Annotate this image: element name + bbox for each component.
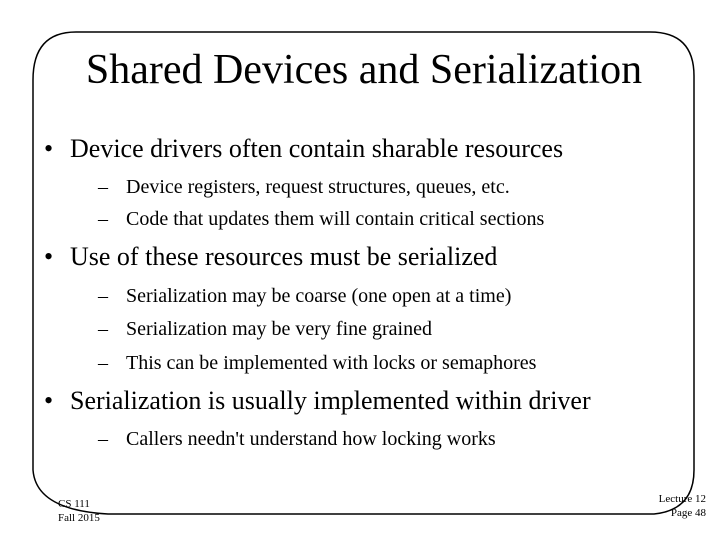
footer-lecture-info — [659, 492, 706, 520]
sub-bullet-marker: – — [98, 352, 108, 374]
sub-bullet-item — [98, 351, 536, 375]
sub-bullet-marker: – — [98, 208, 108, 230]
sub-bullet-text: Serialization may be coarse (one open at a time) — [126, 285, 512, 307]
footer-course: CS 111 — [58, 498, 90, 510]
sub-bullet-marker: – — [98, 428, 108, 450]
bullet-item — [44, 242, 497, 272]
bullet-text: Device drivers often contain sharable resources — [70, 134, 564, 163]
sub-bullet-text: Serialization may be very fine grained — [126, 318, 432, 340]
sub-bullet-item — [98, 317, 432, 341]
bullet-marker: • — [44, 242, 54, 271]
sub-bullet-marker: – — [98, 285, 108, 307]
sub-bullet-item — [98, 427, 496, 451]
sub-bullet-item — [98, 284, 511, 308]
sub-bullet-marker: – — [98, 318, 108, 340]
bullet-text: Serialization is usually implemented within driver — [70, 386, 591, 415]
sub-bullet-text: Device registers, request structures, queues, etc. — [126, 176, 510, 198]
bullet-marker: • — [44, 134, 54, 163]
bullet-item — [44, 386, 591, 416]
footer-course-info — [58, 497, 100, 525]
sub-bullet-text: This can be implemented with locks or semaphores — [126, 352, 537, 374]
sub-bullet-text: Code that updates them will contain critical sections — [126, 208, 545, 230]
sub-bullet-item — [98, 175, 510, 199]
footer-lecture: Lecture 12 — [658, 493, 706, 505]
footer-page: Page 48 — [670, 507, 706, 519]
sub-bullet-text: Callers needn't understand how locking works — [126, 428, 496, 450]
bullet-marker: • — [44, 386, 54, 415]
sub-bullet-marker: – — [98, 176, 108, 198]
slide-title: Shared Devices and Serialization — [85, 47, 643, 93]
bullet-item — [44, 134, 563, 164]
sub-bullet-item — [98, 207, 544, 231]
footer-term: Fall 2015 — [58, 512, 100, 524]
bullet-text: Use of these resources must be serialized — [70, 242, 498, 271]
